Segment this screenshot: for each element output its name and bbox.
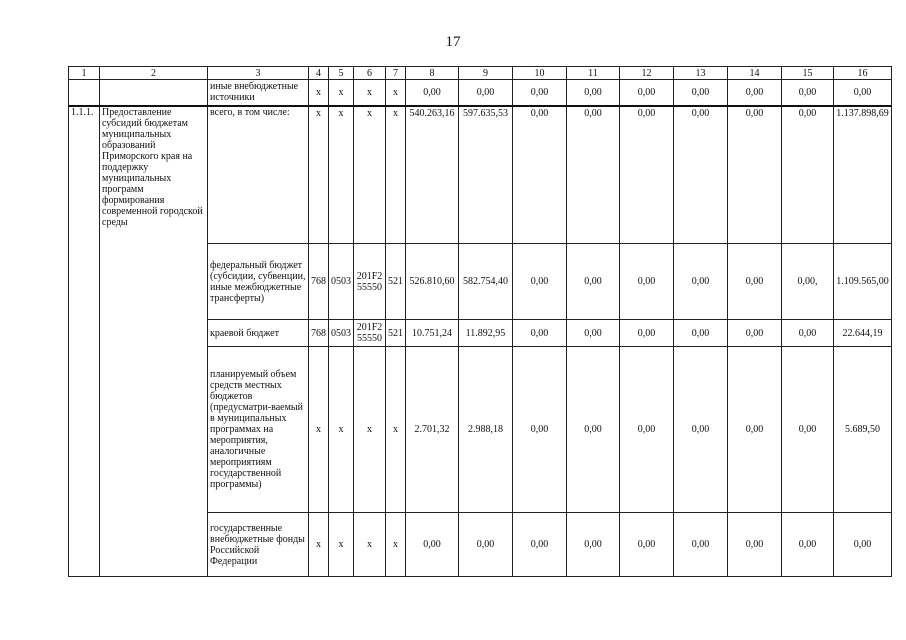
value-cell: 0,00 bbox=[513, 80, 567, 106]
page-number: 17 bbox=[445, 34, 461, 50]
column-number: 4 bbox=[309, 67, 329, 80]
value-cell: 22.644,19 bbox=[834, 320, 892, 347]
code-cell: х bbox=[386, 513, 406, 577]
column-number: 14 bbox=[728, 67, 782, 80]
code-cell: 768 bbox=[309, 244, 329, 320]
code-cell: х bbox=[329, 513, 354, 577]
code-cell: 0503 bbox=[329, 320, 354, 347]
code-cell: х bbox=[329, 347, 354, 513]
value-cell: 0,00 bbox=[513, 347, 567, 513]
code-cell: х bbox=[354, 106, 386, 244]
code-cell bbox=[354, 320, 386, 347]
column-number: 16 bbox=[834, 67, 892, 80]
item-name-cell bbox=[100, 80, 208, 106]
code-cell: 768 bbox=[309, 320, 329, 347]
value-cell: 0,00 bbox=[674, 513, 728, 577]
budget-table bbox=[68, 66, 892, 577]
code-cell: 521 bbox=[386, 244, 406, 320]
column-number-row bbox=[69, 67, 892, 80]
value-cell: 0,00 bbox=[782, 320, 834, 347]
value-cell: 0,00 bbox=[513, 320, 567, 347]
code-cell: х bbox=[309, 80, 329, 106]
code-cell: 521 bbox=[386, 320, 406, 347]
value-cell: 0,00 bbox=[567, 244, 620, 320]
code-line: 201F2 bbox=[356, 322, 383, 333]
value-cell: 0,00 bbox=[620, 320, 674, 347]
code-cell: х bbox=[309, 513, 329, 577]
value-cell: 0,00 bbox=[674, 80, 728, 106]
value-cell: 0,00 bbox=[728, 244, 782, 320]
funding-source: краевой бюджет bbox=[208, 320, 309, 347]
funding-source: иные внебюджетные источники bbox=[208, 80, 309, 106]
column-number: 8 bbox=[406, 67, 459, 80]
item-number-cell bbox=[69, 80, 100, 106]
value-cell: 0,00 bbox=[782, 80, 834, 106]
value-cell: 0,00 bbox=[728, 320, 782, 347]
value-cell: 0,00 bbox=[620, 80, 674, 106]
value-cell: 0,00 bbox=[459, 80, 513, 106]
code-cell: х bbox=[354, 347, 386, 513]
value-cell: 0,00 bbox=[674, 347, 728, 513]
item-name: Предоставление субсидий бюджетам муниципальных образований Приморского края на поддержку муниципальных программ формирования современной городской среды bbox=[100, 106, 208, 577]
value-cell: 0,00 bbox=[513, 244, 567, 320]
value-cell: 0,00 bbox=[782, 347, 834, 513]
value-cell: 0,00 bbox=[728, 347, 782, 513]
value-cell: 0,00 bbox=[567, 347, 620, 513]
table-row bbox=[69, 80, 892, 106]
column-number: 5 bbox=[329, 67, 354, 80]
code-cell: 0503 bbox=[329, 244, 354, 320]
value-cell: 2.701,32 bbox=[406, 347, 459, 513]
column-number: 10 bbox=[513, 67, 567, 80]
value-cell: 0,00 bbox=[513, 106, 567, 244]
code-cell: х bbox=[386, 80, 406, 106]
funding-source: государственные внебюджетные фонды Российской Федерации bbox=[208, 513, 309, 577]
column-number: 1 bbox=[69, 67, 100, 80]
value-cell: 2.988,18 bbox=[459, 347, 513, 513]
column-number: 11 bbox=[567, 67, 620, 80]
code-cell: х bbox=[354, 80, 386, 106]
value-cell: 0,00 bbox=[459, 513, 513, 577]
code-cell: х bbox=[354, 513, 386, 577]
value-cell: 0,00 bbox=[513, 513, 567, 577]
column-number: 9 bbox=[459, 67, 513, 80]
value-cell: 5.689,50 bbox=[834, 347, 892, 513]
value-cell: 540.263,16 bbox=[406, 106, 459, 244]
value-cell: 0,00 bbox=[728, 80, 782, 106]
value-cell: 0,00 bbox=[674, 106, 728, 244]
code-line: 55550 bbox=[357, 333, 382, 344]
value-cell: 0,00 bbox=[834, 513, 892, 577]
funding-source: федеральный бюджет (субсидии, субвенции, иные межбюджетные трансферты) bbox=[208, 244, 309, 320]
table-row bbox=[69, 106, 892, 244]
value-cell: 0,00 bbox=[782, 513, 834, 577]
value-cell: 582.754,40 bbox=[459, 244, 513, 320]
value-cell: 0,00 bbox=[782, 106, 834, 244]
code-line: 55550 bbox=[357, 281, 382, 293]
column-number: 13 bbox=[674, 67, 728, 80]
value-cell: 0,00 bbox=[834, 80, 892, 106]
item-number: 1.1.1. bbox=[69, 106, 100, 577]
value-cell: 0,00 bbox=[728, 513, 782, 577]
code-cell: х bbox=[386, 106, 406, 244]
value-cell: 1.109.565,00 bbox=[834, 244, 892, 320]
value-cell: 0,00, bbox=[782, 244, 834, 320]
column-number: 12 bbox=[620, 67, 674, 80]
value-cell: 0,00 bbox=[567, 80, 620, 106]
value-cell: 0,00 bbox=[567, 320, 620, 347]
value-cell: 0,00 bbox=[406, 80, 459, 106]
value-cell: 0,00 bbox=[620, 513, 674, 577]
funding-source: планируемый объем средств местных бюджетов (предусматри-ваемый в муниципальных программах на мероприятия, аналогичные мероприятиям государственной программы) bbox=[208, 347, 309, 513]
column-number: 6 bbox=[354, 67, 386, 80]
value-cell: 0,00 bbox=[567, 513, 620, 577]
code-cell: х bbox=[329, 106, 354, 244]
value-cell: 0,00 bbox=[567, 106, 620, 244]
column-number: 7 bbox=[386, 67, 406, 80]
value-cell: 0,00 bbox=[674, 320, 728, 347]
value-cell: 1.137.898,69 bbox=[834, 106, 892, 244]
value-cell: 0,00 bbox=[674, 244, 728, 320]
value-cell: 526.810,60 bbox=[406, 244, 459, 320]
value-cell: 0,00 bbox=[620, 244, 674, 320]
code-cell: х bbox=[309, 106, 329, 244]
value-cell: 0,00 bbox=[728, 106, 782, 244]
code-cell: х bbox=[386, 347, 406, 513]
value-cell: 0,00 bbox=[620, 106, 674, 244]
column-number: 3 bbox=[208, 67, 309, 80]
code-cell bbox=[354, 244, 386, 320]
code-cell: х bbox=[329, 80, 354, 106]
value-cell: 0,00 bbox=[620, 347, 674, 513]
code-line: 201F2 bbox=[356, 270, 383, 282]
column-number: 2 bbox=[100, 67, 208, 80]
value-cell: 11.892,95 bbox=[459, 320, 513, 347]
value-cell: 10.751,24 bbox=[406, 320, 459, 347]
value-cell: 597.635,53 bbox=[459, 106, 513, 244]
column-number: 15 bbox=[782, 67, 834, 80]
value-cell: 0,00 bbox=[406, 513, 459, 577]
funding-source: всего, в том числе: bbox=[208, 106, 309, 244]
code-cell: х bbox=[309, 347, 329, 513]
